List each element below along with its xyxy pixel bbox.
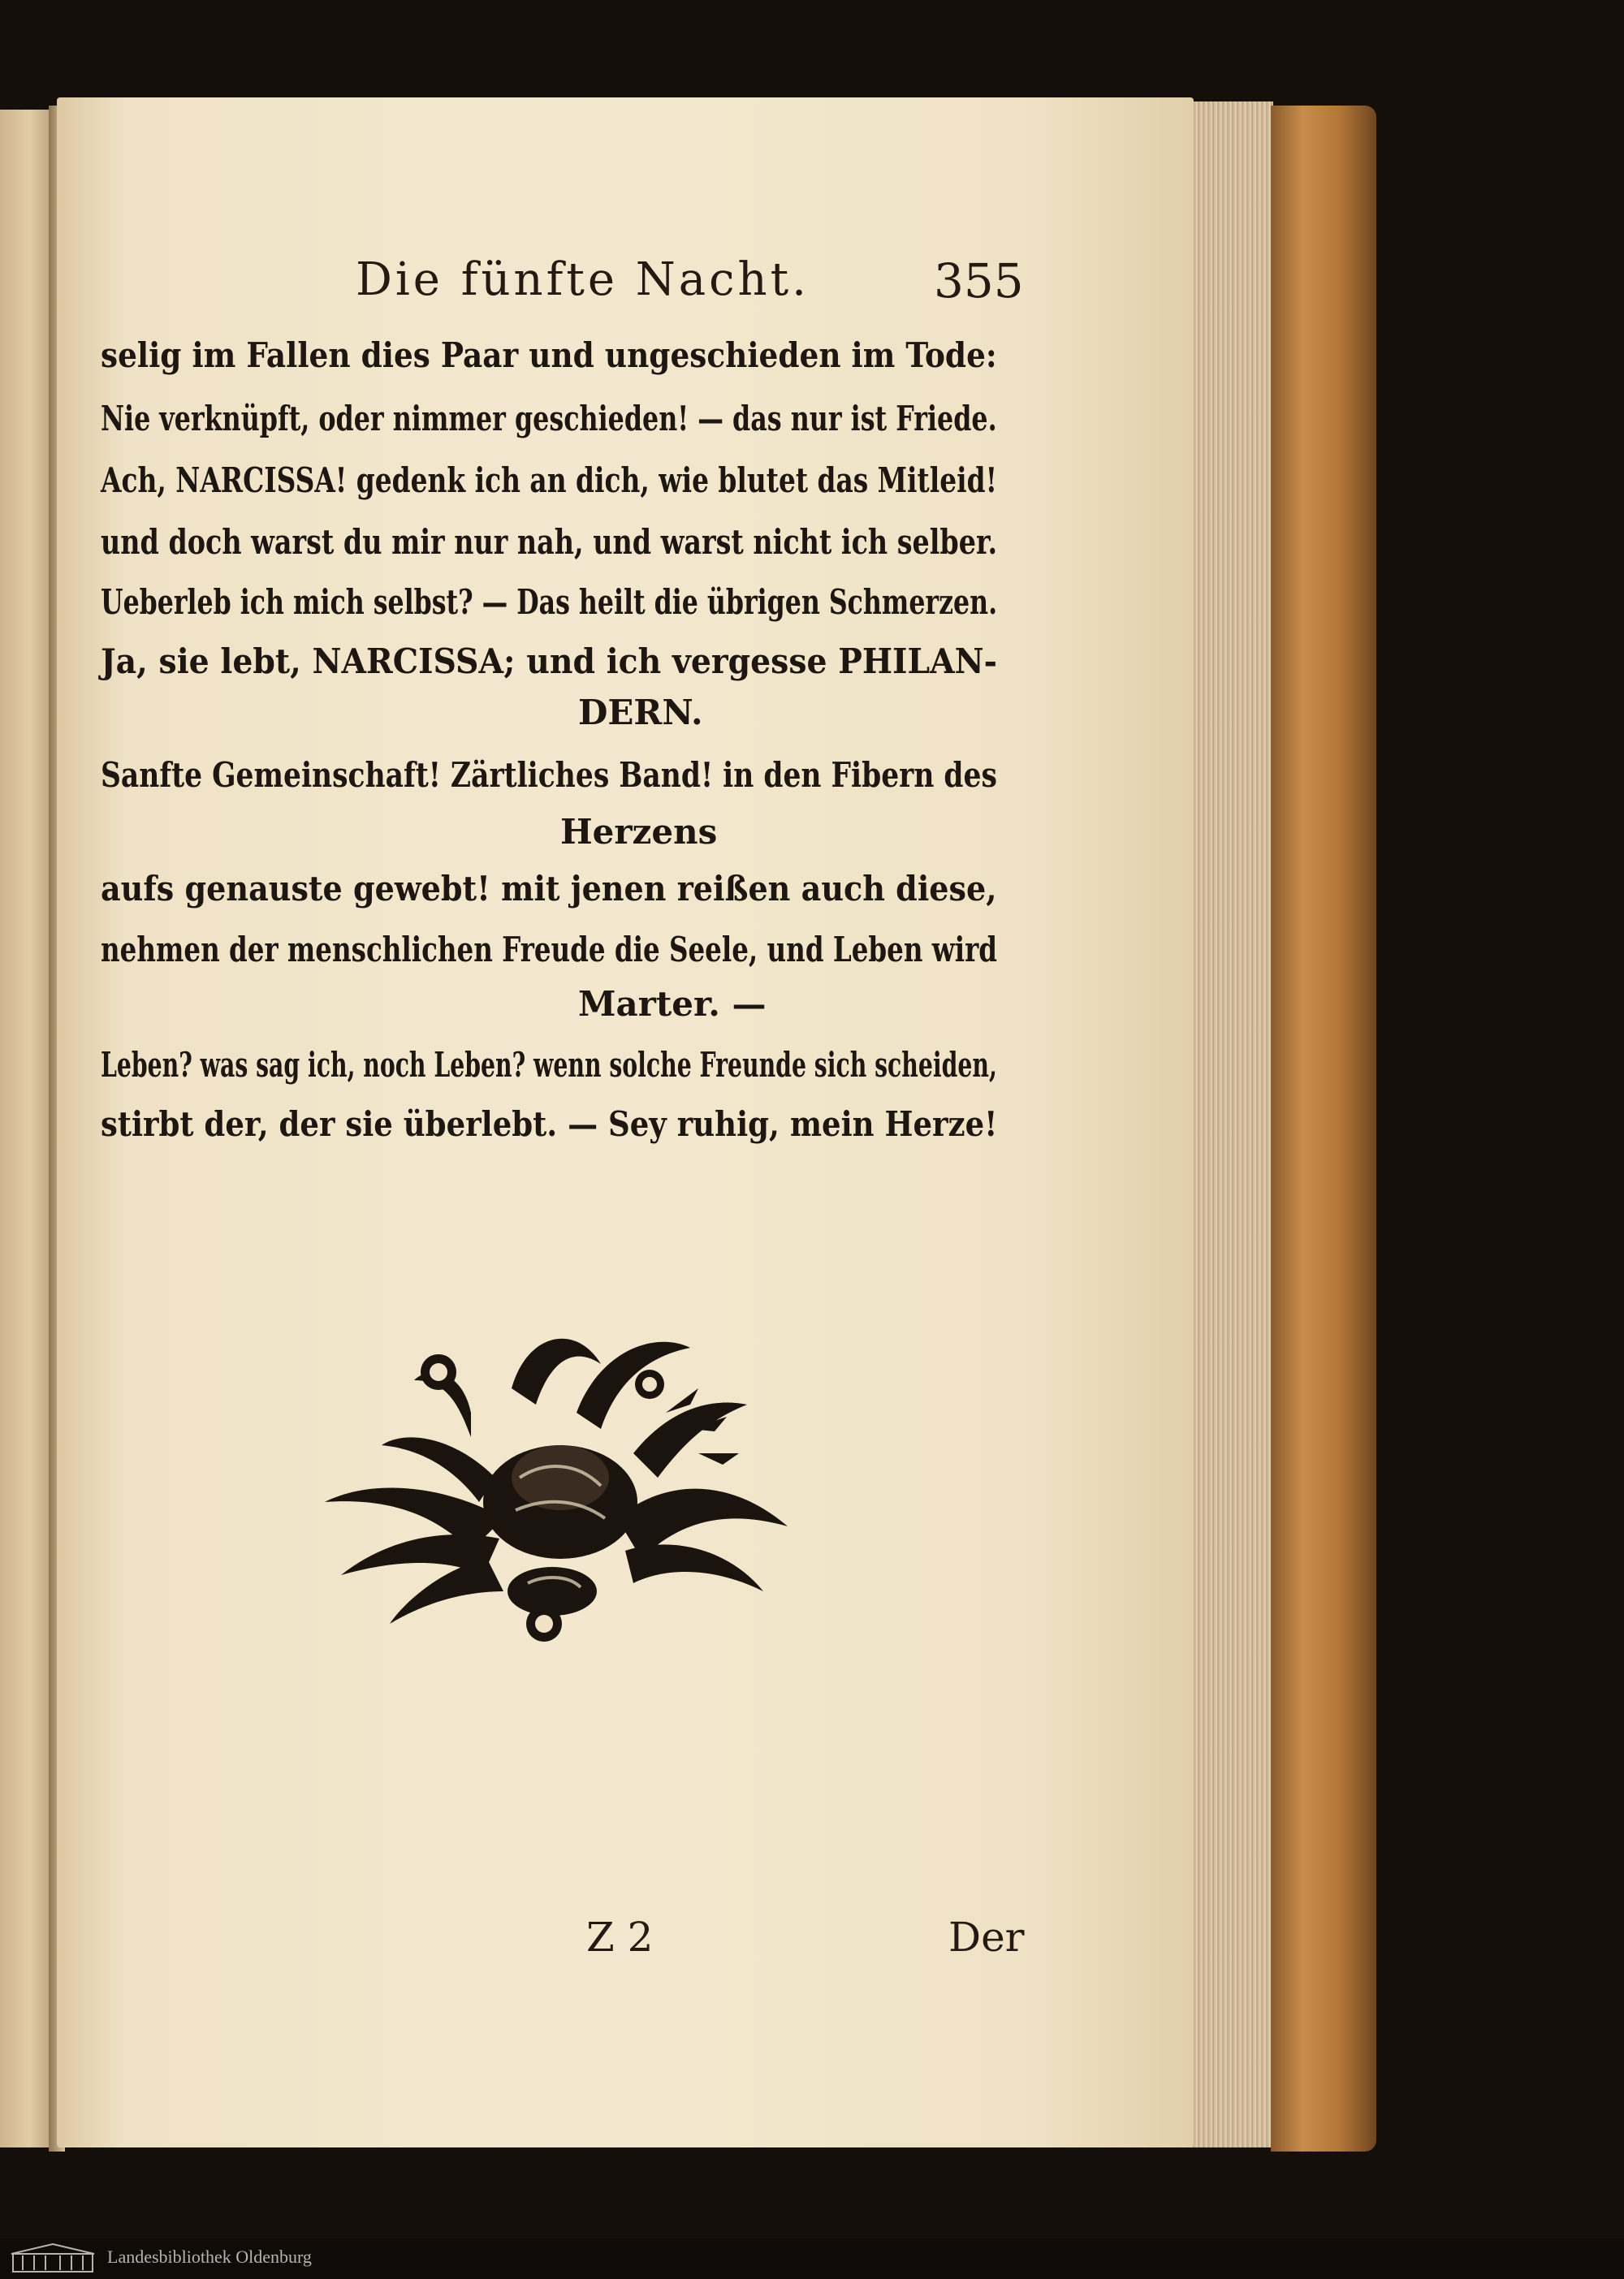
poem-line: Sanfte Gemeinschaft! Zärtliches Band! in den Fibern des [101,755,997,795]
signature-mark: Z 2 [586,1914,654,1961]
floral-vignette-icon [309,1315,804,1656]
previous-page-edge [0,110,54,2147]
poem-turnover: DERN. [578,693,703,732]
poem-line: aufs genauste gewebt! mit jenen reißen auch diese, [101,869,997,909]
poem-line: und doch warst du mir nur nah, und warst nicht ich selber. [101,522,998,562]
library-building-icon [8,2242,97,2275]
running-title: Die fünfte Nacht. [356,253,810,306]
poem-turnover: Herzens [560,812,718,852]
library-name: Landesbibliothek Oldenburg [107,2247,312,2267]
poem-line: Leben? was sag ich, noch Leben? wenn solche Freunde sich scheiden, [101,1045,997,1085]
poem-line: Ach, NARCISSA! gedenk ich an dich, wie blutet das Mitleid! [101,460,998,500]
poem-line: nehmen der menschlichen Freude die Seele, und Leben wird [101,930,998,969]
poem-line: stirbt der, der sie überlebt. — Sey ruhig, mein Herze! [101,1104,998,1144]
poem-line: Ueberleb ich mich selbst? — Das heilt die übrigen Schmerzen. [101,582,998,622]
page-number: 355 [934,253,1024,309]
poem-line: Nie verknüpft, oder nimmer geschieden! — das nur ist Friede. [101,399,997,438]
catchword: Der [948,1914,1025,1961]
poem-turnover: Marter. — [578,984,767,1024]
poem-line: Ja, sie lebt, NARCISSA; und ich vergesse PHILAN- [101,641,997,681]
poem-line: selig im Fallen dies Paar und ungeschieden im Tode: [101,335,997,375]
book-cover-edge [1271,106,1376,2152]
